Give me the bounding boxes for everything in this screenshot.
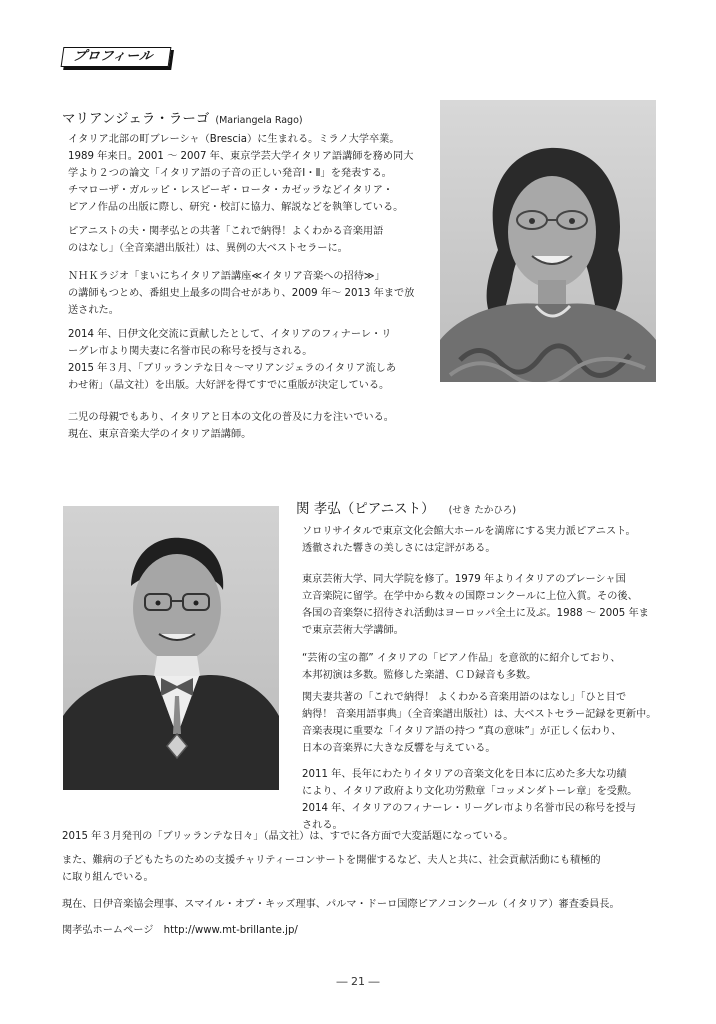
text-line: に取り組んでいる。 xyxy=(62,872,154,883)
rago-paragraph-2 xyxy=(68,223,383,257)
rago-portrait-photo xyxy=(440,100,656,382)
seki-name: 関 孝弘（ピアニスト） xyxy=(296,501,435,517)
text-line: の講師もつとめ、番組史上最多の問合せがあり、2009 年～ 2013 年まで放 xyxy=(68,288,415,299)
seki-heading xyxy=(296,497,516,517)
text-line: ーグレ市より関夫妻に名誉市民の称号を授与される。 xyxy=(68,346,313,357)
seki-paragraph-1 xyxy=(302,523,636,557)
text-line: で東京芸術大学講師。 xyxy=(302,625,404,636)
portrait-image xyxy=(63,506,279,790)
text-line: 現在、東京音楽大学のイタリア語講師。 xyxy=(68,429,252,440)
homepage-link-text: 関孝弘ホームページ http://www.mt-brillante.jp/ xyxy=(62,925,298,936)
text-line: 音楽表現に重要な「イタリア語の持つ “真の意味”」が正しく伝わり、 xyxy=(302,726,622,737)
text-line: により、イタリア政府より文化功労勲章「コッメンダトーレ章」を受勲。 xyxy=(302,786,638,797)
seki-paragraph-4 xyxy=(302,689,656,757)
rago-name-en: (Mariangela Rago) xyxy=(215,115,303,126)
text-line: 本邦初演は多数。監修した楽譜、ＣＤ録音も多数。 xyxy=(302,670,537,681)
text-line: イタリア北部の町ブレーシャ（Brescia）に生まれる。ミラノ大学卒業。 xyxy=(68,134,400,145)
text-line: 関夫妻共著の「これで納得！ よくわかる音楽用語のはなし」「ひと目で xyxy=(302,692,627,703)
text-line: 2011 年、長年にわたりイタリアの音楽文化を日本に広めた多大な功績 xyxy=(302,769,627,780)
text-line: “芸術の宝の都” イタリアの「ピアノ作品」を意欲的に紹介しており、 xyxy=(302,653,621,664)
text-line: ピアニストの夫・関孝弘との共著「これで納得！よくわかる音楽用語 xyxy=(68,226,384,237)
text-line: 2014 年、イタリアのフィナーレ・リーグレ市より名誉市民の称号を授与 xyxy=(302,803,636,814)
text-line: わせ術」（晶文社）を出版。大好評を得てすでに重版が決定している。 xyxy=(68,380,390,391)
text-line: 透徹された響きの美しさには定評がある。 xyxy=(302,543,496,554)
seki-paragraph-6 xyxy=(62,828,513,845)
text-line: 2015 年３月発刊の「ブリッランテな日々」（晶文社）は、すでに各方面で大変話題になっている。 xyxy=(62,831,514,842)
text-line: 各国の音楽祭に招待され活動はヨーロッパ全土に及ぶ。1988 ～ 2005 年ま xyxy=(302,608,649,619)
section-title: プロフィール xyxy=(61,47,172,67)
text-line: ピアノ作品の出版に際し、研究・校訂に協力、解説などを執筆している。 xyxy=(68,202,404,213)
text-line: 二児の母親でもあり、イタリアと日本の文化の普及に力を注いでいる。 xyxy=(68,412,394,423)
seki-paragraph-8 xyxy=(62,896,620,913)
rago-name: マリアンジェラ・ラーゴ xyxy=(62,111,210,127)
page-number: ― 21 ― xyxy=(336,975,380,988)
text-line: される。 xyxy=(302,820,343,831)
portrait-image xyxy=(440,100,656,382)
rago-paragraph-4 xyxy=(68,326,396,394)
rago-heading xyxy=(62,107,303,127)
seki-homepage-line xyxy=(62,922,298,939)
rago-paragraph-3 xyxy=(68,268,414,319)
seki-portrait-photo xyxy=(63,506,279,790)
seki-paragraph-5 xyxy=(302,766,637,834)
rago-paragraph-5 xyxy=(68,409,394,443)
text-line: 日本の音楽界に大きな反響を与えている。 xyxy=(302,743,496,754)
text-line: 2015 年３月、「ブリッランテな日々～マリアンジェラのイタリア流しあ xyxy=(68,363,397,374)
seki-paragraph-7 xyxy=(62,852,601,886)
text-line: ＮＨＫラジオ「まいにちイタリア語講座≪イタリア音楽への招待≫」 xyxy=(68,271,385,282)
seki-paragraph-3 xyxy=(302,650,621,684)
seki-paragraph-2 xyxy=(302,571,649,639)
rago-paragraph-1 xyxy=(68,131,413,216)
text-line: 2014 年、日伊文化交流に貢献したとして、イタリアのフィナーレ・リ xyxy=(68,329,392,340)
text-line: 送された。 xyxy=(68,305,119,316)
text-line: 納得！ 音楽用語事典」（全音楽譜出版社）は、大ベストセラー記録を更新中。 xyxy=(302,709,657,720)
text-line: 1989 年来日。2001 ～ 2007 年、東京学芸大学イタリア語講師を務め同大 xyxy=(68,151,414,162)
seki-name-reading: (せき たかひろ) xyxy=(448,505,517,516)
text-line: チマローザ・ガルッピ・レスピーギ・ロータ・カゼッラなどイタリア・ xyxy=(68,185,394,196)
text-line: 現在、日伊音楽協会理事、スマイル・オブ・キッズ理事、パルマ・ドーロ国際ピアノコンクール（イタリア）審査委員長。 xyxy=(62,899,620,910)
text-line: 立音楽院に留学。在学中から数々の国際コンクールに上位入賞。その後、 xyxy=(302,591,638,602)
text-line: 学より２つの論文「イタリア語の子音の正しい発音Ⅰ・Ⅱ」を発表する。 xyxy=(68,168,392,179)
text-line: のはなし」（全音楽譜出版社）は、異例の大ベストセラーに。 xyxy=(68,243,348,254)
text-line: また、難病の子どもたちのための支援チャリティーコンサートを開催するなど、夫人と共に、社会貢献活動にも積極的 xyxy=(62,855,601,866)
text-line: 東京芸術大学、同大学院を修了。1979 年よりイタリアのブレーシャ国 xyxy=(302,574,626,585)
text-line: ソロリサイタルで東京文化会館大ホールを満席にする実力派ピアニスト。 xyxy=(302,526,636,537)
